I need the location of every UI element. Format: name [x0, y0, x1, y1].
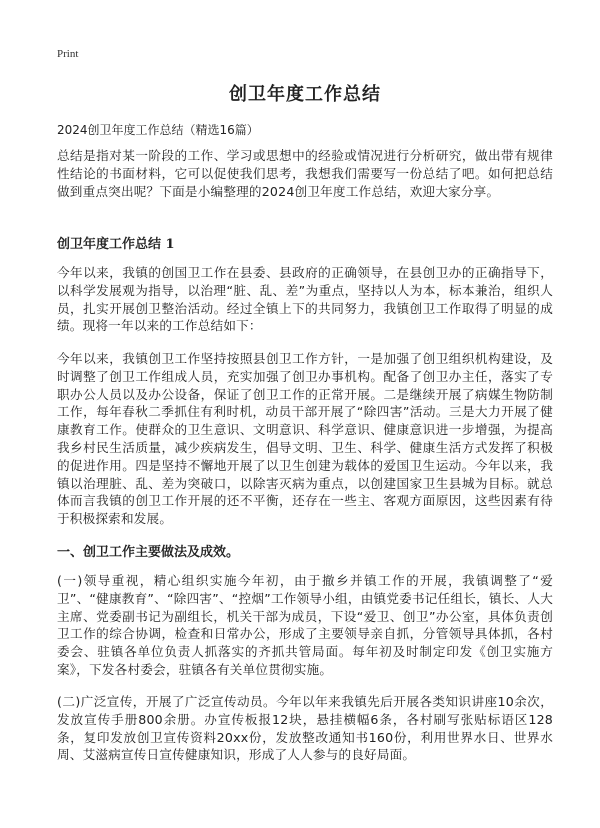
section-heading: 一、创卫工作主要做法及成效。	[57, 545, 240, 560]
paragraph-4-block	[57, 693, 553, 764]
section-heading: 创卫年度工作总结 1	[57, 237, 175, 252]
paragraph-3-block	[57, 572, 553, 679]
print-link[interactable]: Print	[57, 48, 79, 60]
intro-paragraph: 总结是指对某一阶段的工作、学习或思想中的经验或情况进行分析研究，做出带有规律性结论的书面材料，它可以促使我们思考，我想我们需要写一份总结了吧。如何把总结做到重点突出呢？下面是小编整理的2024创卫年度工作总结，欢迎大家分享。	[57, 148, 553, 199]
body-paragraph: (二)广泛宣传，开展了广泛宣传动员。今年以年来我镇先后开展各类知识讲座10余次，发放宣传手册800余册。办宣传板报12块，悬挂横幅6条，各村刷写张贴标语区128条，复印发放创卫宣传资料20xx份，发放整改通知书160份，利用世界水日、世界水周、艾滋病宣传日宣传健康知识，形成了人人参与的良好局面。	[57, 694, 553, 763]
intro-block	[57, 147, 553, 200]
section-2-heading-block	[57, 541, 553, 560]
section-1-heading-block	[57, 233, 553, 252]
paragraph-2-block	[57, 350, 553, 528]
body-paragraph: 今年以来，我镇的创国卫工作在县委、县政府的正确领导，在县创卫办的正确指导下，以科学发展观为指导，以治理“脏、乱、差”为重点，坚持以人为本，标本兼治，组织人员，扎实开展创卫整治活动。经过全镇上下的共同努力，我镇创卫工作取得了明显的成绩。现将一年以来的工作总结如下：	[57, 265, 553, 334]
body-paragraph: 今年以来，我镇创卫工作坚持按照县创卫工作方针，一是加强了创卫组织机构建设，及时调整了创卫工作组成人员，充实加强了创卫办事机构。配备了创卫办主任，落实了专职办公人员以及办公设备，保证了创卫工作的正常开展。二是继续开展了病媒生物防制工作，每年春秋二季抓住有利时机，动员干部开展了“除四害”活动。三是大力开展了健康教育工作。使群众的卫生意识、文明意识、科学意识、健康意识进一步增强，为提高我乡村民生活质量，减少疾病发生，倡导文明、卫生、科学、健康生活方式发挥了积极的促进作用。四是坚持不懈地开展了以卫生创建为载体的爱国卫生运动。今年以来，我镇以治理脏、乱、差为突破口，以除害灭病为重点，以创建国家卫生县城为目标。就总体而言我镇的创卫工作开展的还不平衡，还存在一些主、客观方面原因，这些因素有待于积极探索和发展。	[57, 351, 553, 527]
paragraph-1-block	[57, 264, 553, 335]
document-subtitle: 2024创卫年度工作总结（精选16篇）	[57, 123, 259, 137]
page-title: 创卫年度工作总结	[229, 84, 381, 105]
body-paragraph: (一)领导重视，精心组织实施今年初，由于撤乡并镇工作的开展，我镇调整了“爱卫”、“健康教育”、“除四害”、“控烟”工作领导小组，由镇党委书记任组长，镇长、人大主席、党委副书记为副组长，机关干部为成员，下设“爱卫、创卫”办公室，具体负责创卫工作的综合协调，检查和日常办公，形成了主要领导亲自抓，分管领导具体抓，各村委会、驻镇各单位负责人抓落实的齐抓共管局面。每年初及时制定印发《创卫实施方案》，下发各村委会，驻镇各有关单位贯彻实施。	[57, 573, 553, 677]
